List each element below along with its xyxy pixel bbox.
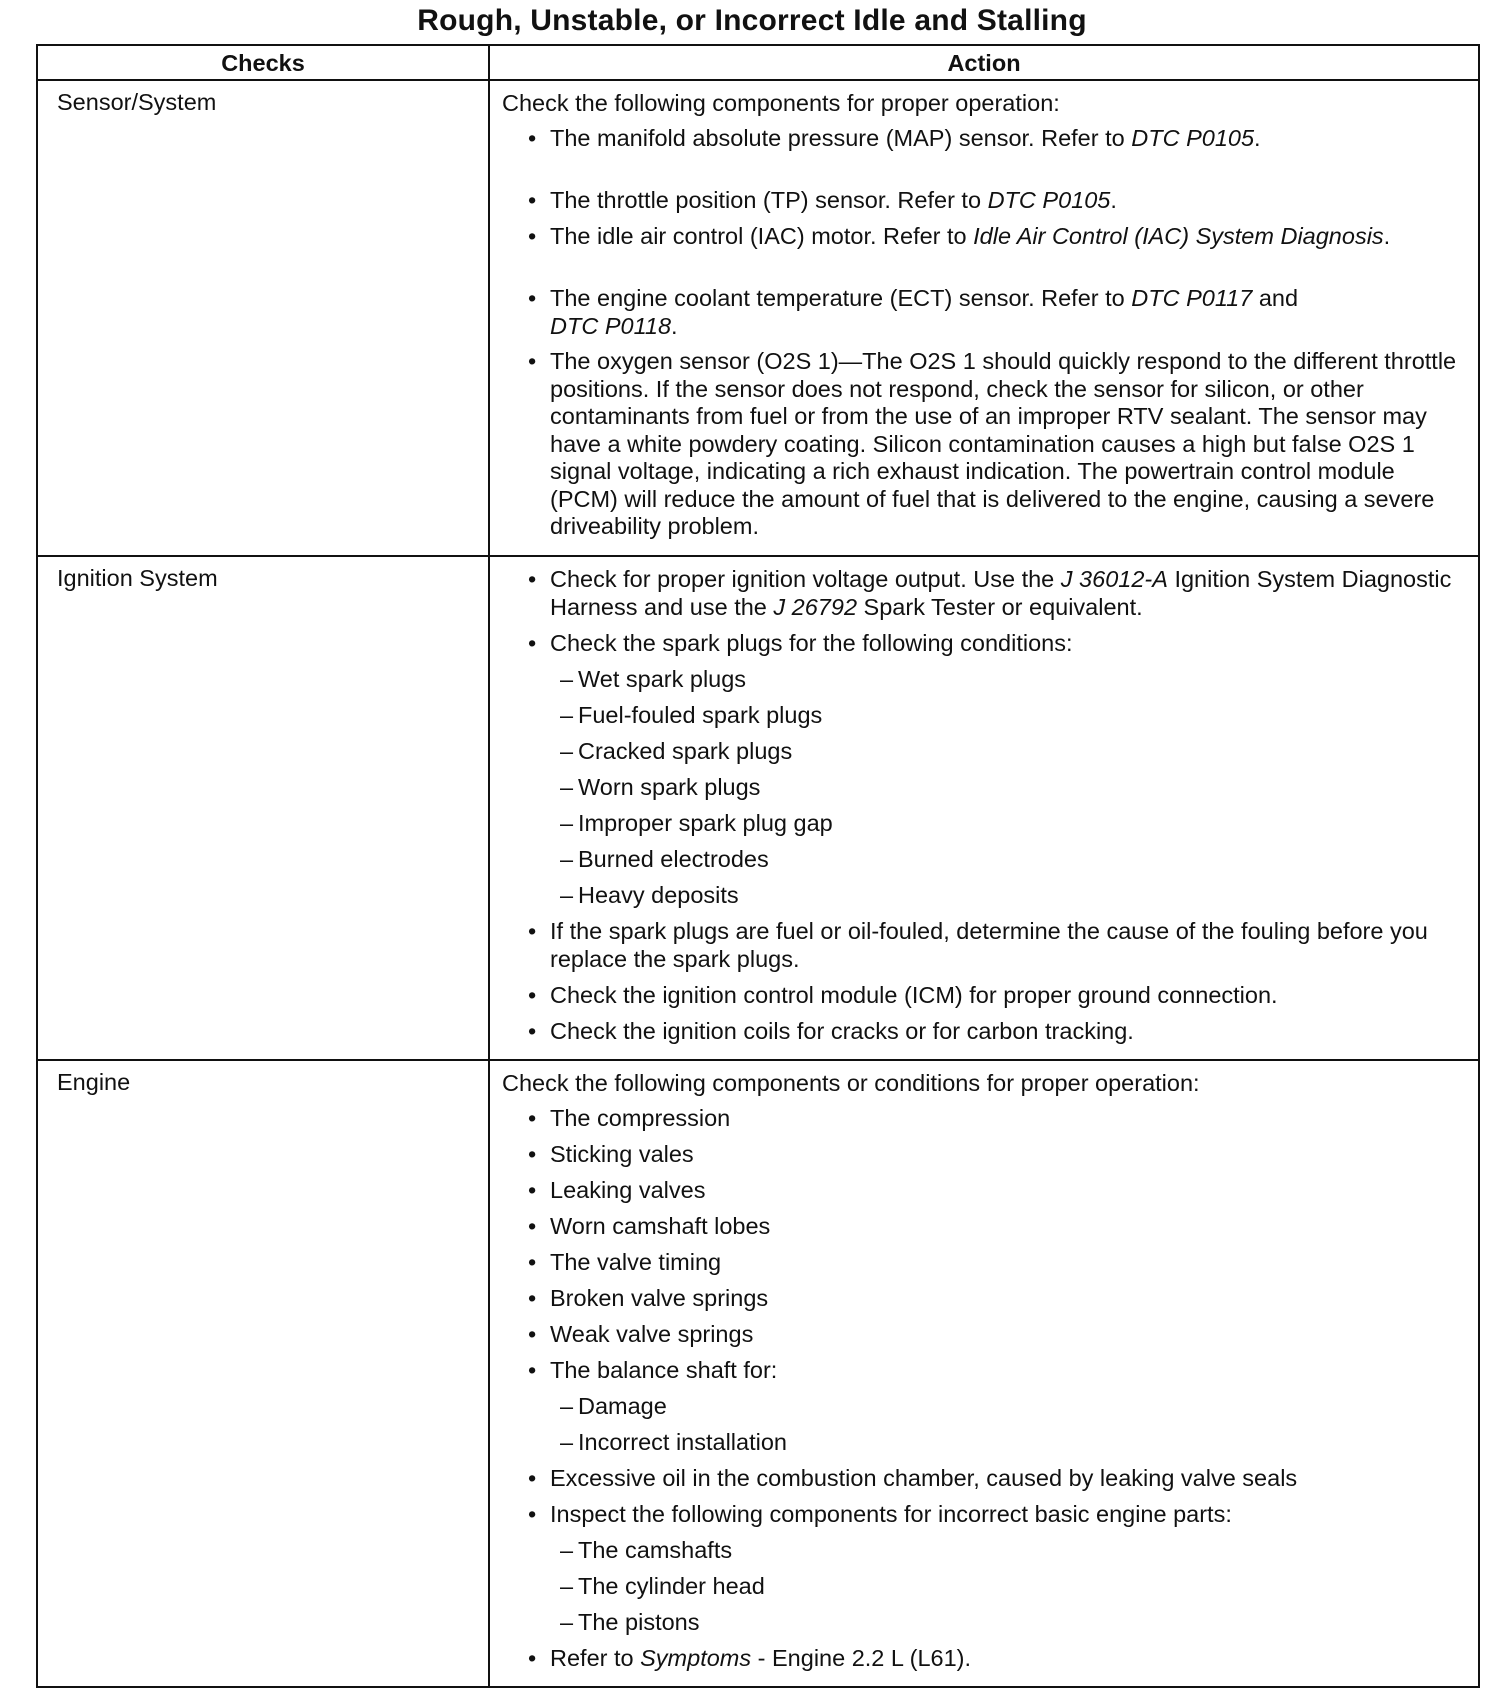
list-item-oxygen-sensor: • The oxygen sensor (O2S 1)—The O2S 1 should quickly respond to the different throttle positions. If the sensor does not respond, check the sensor for silicon, or other contaminants from fuel or from the use of an improper RTV sealant. The sensor may have a white powdery coating. Silicon contamination causes a high but false O2S 1 signal voltage, indicating a rich exhaust indication. The powertrain control module (PCM) will reduce the amount of fuel that is delivered to the engine, causing a severe driveability problem. [524, 348, 1466, 541]
action-intro: Check the following components or conditions for proper operation: [502, 1069, 1200, 1096]
sub-list-item: – Heavy deposits [560, 881, 1466, 909]
reference-link: DTC P0117 [1131, 285, 1253, 311]
tool-number: J 26792 [773, 593, 858, 620]
list-item: • The valve timing [524, 1248, 1466, 1276]
header-row [37, 45, 1479, 80]
action-cell-engine [489, 1060, 1479, 1687]
list-item-spark-plug-check: • Check the spark plugs for the following conditions: – Wet spark plugs – Fuel-fouled spark plugs – Cracked spark plugs – Worn spark plugs – Improper spark plug gap – Burned electrodes – Heavy deposits [524, 629, 1466, 909]
reference-link: Idle Air Control (IAC) System Diagnosis [973, 223, 1384, 249]
sub-list-plug-conditions [550, 665, 1466, 909]
sub-list-item: – Improper spark plug gap [560, 809, 1466, 837]
page-title: Rough, Unstable, or Incorrect Idle and Stalling [417, 4, 1087, 37]
list-item-ignition-coils: • Check the ignition coils for cracks or for carbon tracking. [524, 1017, 1466, 1045]
diagnostic-table [36, 44, 1480, 1688]
list-item-balance-shaft: • The balance shaft for: – Damage – Incorrect installation [524, 1356, 1466, 1456]
list-item-icm-ground: • Check the ignition control module (ICM) for proper ground connection. [524, 981, 1466, 1009]
action-cell-ignition-system [489, 556, 1479, 1060]
list-item: • Sticking vales [524, 1140, 1466, 1168]
table-row-ignition-system [37, 556, 1479, 1060]
column-header-action: Action [489, 45, 1479, 80]
reference-link: DTC P0118 [550, 313, 672, 339]
bullet-list [502, 1104, 1466, 1672]
list-item-map-sensor: • The manifold absolute pressure (MAP) sensor. Refer to DTC P0105. [524, 124, 1466, 152]
list-item: • Worn camshaft lobes [524, 1212, 1466, 1240]
table-row-engine [37, 1060, 1479, 1687]
list-item-ignition-voltage: • Check for proper ignition voltage output. Use the J 36012-A Ignition System Diagnostic Harness and use the J 26792 Spark Tester or equivalent. [524, 565, 1466, 621]
sub-list-item: – Incorrect installation [560, 1428, 1466, 1456]
sub-list-item: – The cylinder head [560, 1572, 1466, 1600]
action-cell-sensor-system [489, 80, 1479, 556]
sub-list-item: – The camshafts [560, 1536, 1466, 1564]
sub-list-item: – Wet spark plugs [560, 665, 1466, 693]
list-item-ect-sensor: • The engine coolant temperature (ECT) sensor. Refer to DTC P0117 and DTC P0118. [524, 284, 1466, 340]
list-item-fouled-plugs: • If the spark plugs are fuel or oil-fouled, determine the cause of the fouling before you replace the spark plugs. [524, 917, 1466, 973]
bullet-list [502, 565, 1466, 1045]
sub-list-item: – Fuel-fouled spark plugs [560, 701, 1466, 729]
check-cell-engine: Engine [37, 1060, 489, 1687]
tool-number: J 36012-A [1060, 565, 1168, 592]
reference-link: Symptoms [640, 1644, 752, 1671]
list-item-excessive-oil: • Excessive oil in the combustion chamber, caused by leaking valve seals [524, 1464, 1466, 1492]
bullet-list [502, 124, 1466, 541]
list-item-iac-motor: • The idle air control (IAC) motor. Refer to Idle Air Control (IAC) System Diagnosis. [524, 222, 1466, 250]
list-item: • Weak valve springs [524, 1320, 1466, 1348]
sub-list-item: – Burned electrodes [560, 845, 1466, 873]
table-row-sensor-system [37, 80, 1479, 556]
list-item-inspect-parts: • Inspect the following components for incorrect basic engine parts: – The camshafts – The cylinder head – The pistons [524, 1500, 1466, 1636]
sub-list-item: – Worn spark plugs [560, 773, 1466, 801]
sub-list-balance-shaft [550, 1392, 1466, 1456]
list-item-refer-symptoms: • Refer to Symptoms - Engine 2.2 L (L61). [524, 1644, 1466, 1672]
column-header-checks: Checks [37, 45, 489, 80]
list-item: • Broken valve springs [524, 1284, 1466, 1312]
list-item: • Leaking valves [524, 1176, 1466, 1204]
reference-link: DTC P0105 [987, 187, 1111, 213]
list-item: • The compression [524, 1104, 1466, 1132]
sub-list-engine-parts [550, 1536, 1466, 1636]
list-item-tp-sensor: • The throttle position (TP) sensor. Refer to DTC P0105. [524, 186, 1466, 214]
check-cell-sensor-system: Sensor/System [37, 80, 489, 556]
check-cell-ignition-system: Ignition System [37, 556, 489, 1060]
reference-link: DTC P0105 [1131, 125, 1255, 151]
action-intro: Check the following components for proper operation: [502, 90, 1060, 116]
sub-list-item: – Cracked spark plugs [560, 737, 1466, 765]
sub-list-item: – The pistons [560, 1608, 1466, 1636]
sub-list-item: – Damage [560, 1392, 1466, 1420]
